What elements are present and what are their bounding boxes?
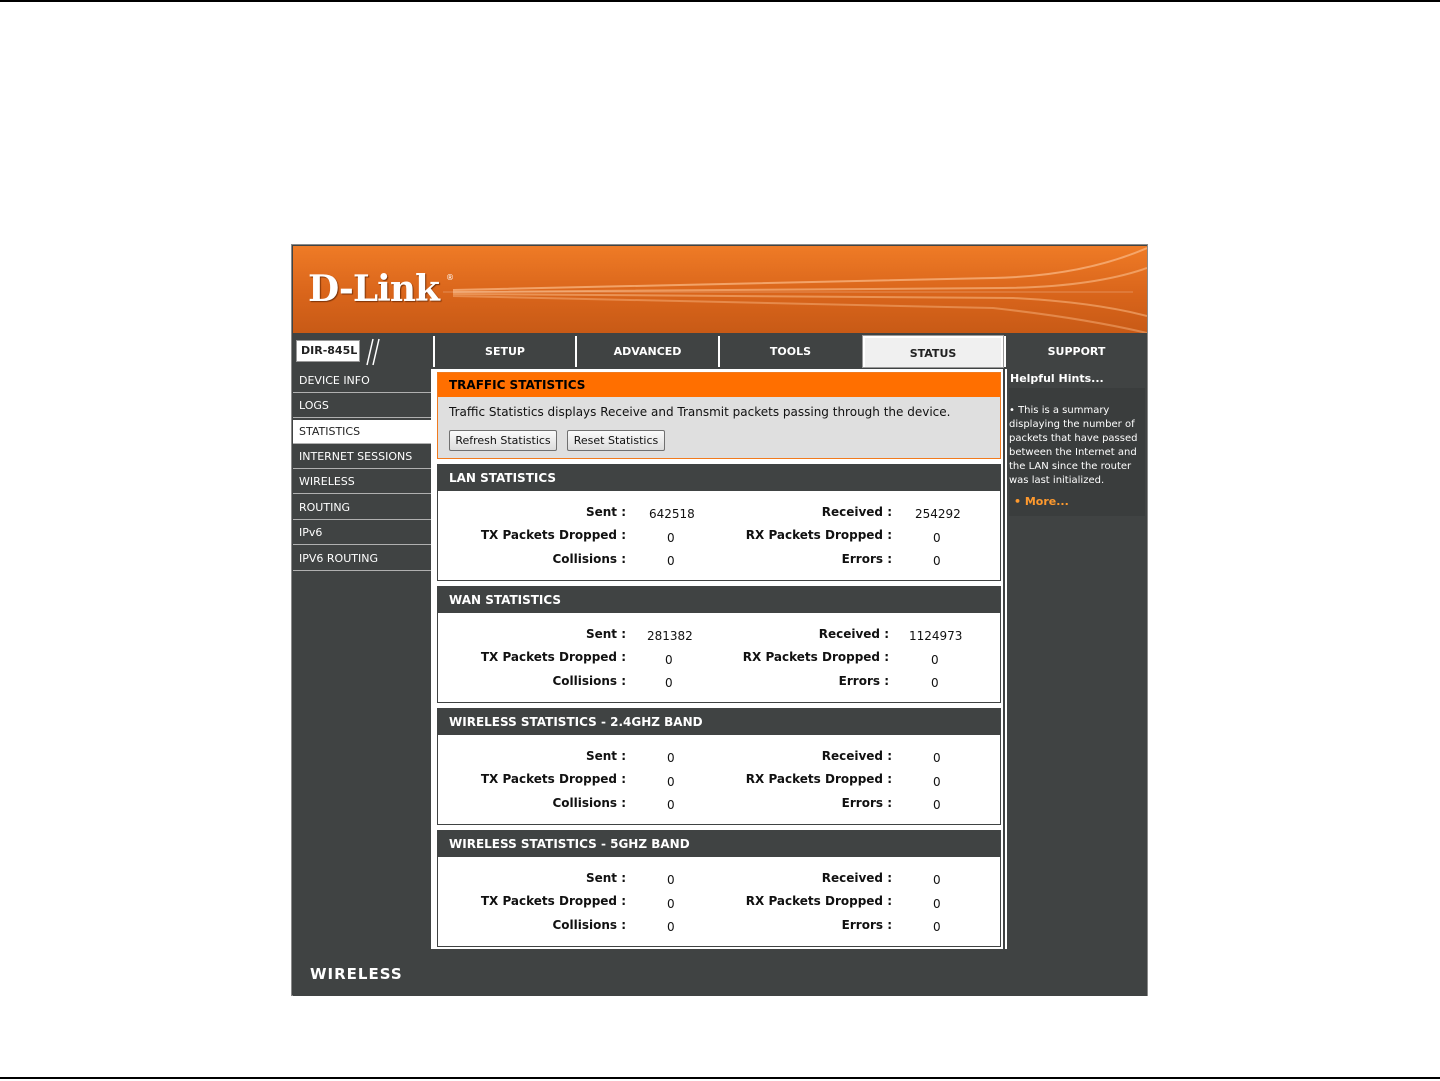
wan-errors-value: 0	[931, 676, 939, 690]
wan-tx-dropped-value: 0	[665, 653, 673, 667]
lan-received-value: 254292	[915, 507, 961, 521]
tab-support[interactable]: SUPPORT	[1004, 336, 1147, 367]
wl5-tx-dropped-value: 0	[667, 897, 675, 911]
wl24-collisions-value: 0	[667, 798, 675, 812]
sidebar-item-logs[interactable]: LOGS	[293, 394, 431, 418]
traffic-statistics-panel	[437, 372, 1001, 459]
slash-divider-icon	[363, 337, 383, 367]
wan-sent-value: 281382	[647, 629, 693, 643]
wl5-collisions-label: Collisions :	[552, 918, 626, 932]
lan-tx-dropped-label: TX Packets Dropped :	[480, 528, 626, 542]
lan-errors-label: Errors :	[841, 552, 892, 566]
wan-sent-label: Sent :	[585, 627, 626, 641]
wl24-rx-dropped-label: RX Packets Dropped :	[745, 772, 892, 786]
sidebar-item-ipv6[interactable]: IPv6	[293, 521, 431, 545]
lan-tx-dropped-value: 0	[667, 531, 675, 545]
router-admin-frame	[291, 244, 1148, 996]
wireless-24ghz-statistics-title: WIRELESS STATISTICS - 2.4GHZ BAND	[438, 709, 1000, 735]
wireless-24ghz-statistics-section	[437, 708, 1001, 825]
sidebar-item-routing[interactable]: ROUTING	[293, 496, 431, 520]
wl24-errors-label: Errors :	[841, 796, 892, 810]
lan-statistics-section	[437, 464, 1001, 581]
helpful-hints-panel	[1005, 369, 1147, 949]
tab-setup[interactable]: SETUP	[433, 336, 575, 367]
more-link[interactable]: • More...	[1014, 495, 1069, 508]
wan-tx-dropped-label: TX Packets Dropped :	[480, 650, 626, 664]
wl5-errors-label: Errors :	[841, 918, 892, 932]
page-bottom-rule	[0, 1077, 1440, 1079]
sidebar-item-statistics[interactable]: STATISTICS	[293, 420, 431, 444]
wl24-tx-dropped-label: TX Packets Dropped :	[480, 772, 626, 786]
lan-errors-value: 0	[933, 554, 941, 568]
sidebar-item-wireless[interactable]: WIRELESS	[293, 470, 431, 494]
wan-received-value: 1124973	[909, 629, 963, 643]
lan-statistics-title: LAN STATISTICS	[438, 465, 1000, 491]
sidebar-item-ipv6-routing[interactable]: IPV6 ROUTING	[293, 547, 431, 571]
wireless-footer-logo: WIRELESS	[310, 965, 403, 983]
wan-collisions-value: 0	[665, 676, 673, 690]
tab-status[interactable]: STATUS	[863, 336, 1003, 367]
lan-collisions-label: Collisions :	[552, 552, 626, 566]
tab-advanced[interactable]: ADVANCED	[575, 336, 718, 367]
wireless-5ghz-statistics-section	[437, 830, 1001, 947]
top-nav-bar	[293, 336, 1147, 367]
wl24-sent-value: 0	[667, 751, 675, 765]
wl5-rx-dropped-value: 0	[933, 897, 941, 911]
model-box	[293, 336, 431, 367]
wl5-received-value: 0	[933, 873, 941, 887]
reset-statistics-button[interactable]: Reset Statistics	[567, 430, 665, 451]
wl5-collisions-value: 0	[667, 920, 675, 934]
refresh-statistics-button[interactable]: Refresh Statistics	[449, 430, 557, 451]
wl24-received-label: Received :	[821, 749, 892, 763]
model-label: DIR-845L	[296, 340, 360, 362]
page-top-rule	[0, 0, 1440, 2]
lan-rx-dropped-label: RX Packets Dropped :	[745, 528, 892, 542]
helpful-hints-title: Helpful Hints...	[1010, 372, 1104, 385]
lan-received-label: Received :	[821, 505, 892, 519]
wl24-errors-value: 0	[933, 798, 941, 812]
traffic-statistics-title: TRAFFIC STATISTICS	[438, 373, 1000, 397]
wan-collisions-label: Collisions :	[552, 674, 626, 688]
wl5-received-label: Received :	[821, 871, 892, 885]
wan-errors-label: Errors :	[838, 674, 889, 688]
wl5-sent-value: 0	[667, 873, 675, 887]
wan-statistics-section	[437, 586, 1001, 703]
wl5-tx-dropped-label: TX Packets Dropped :	[480, 894, 626, 908]
lan-sent-label: Sent :	[585, 505, 626, 519]
tab-tools[interactable]: TOOLS	[718, 336, 861, 367]
wl24-tx-dropped-value: 0	[667, 775, 675, 789]
footer-bar	[293, 951, 1147, 996]
wl24-sent-label: Sent :	[585, 749, 626, 763]
sidebar	[293, 369, 431, 949]
wl24-received-value: 0	[933, 751, 941, 765]
wireless-5ghz-statistics-title: WIRELESS STATISTICS - 5GHZ BAND	[438, 831, 1000, 857]
wan-statistics-title: WAN STATISTICS	[438, 587, 1000, 613]
wan-rx-dropped-label: RX Packets Dropped :	[742, 650, 889, 664]
sidebar-item-device-info[interactable]: DEVICE INFO	[293, 369, 431, 393]
sidebar-item-internet-sessions[interactable]: INTERNET SESSIONS	[293, 445, 431, 469]
helpful-hints-text: • This is a summary displaying the number of packets that have passed between the Internet and the LAN since the router was last initialized.	[1009, 405, 1138, 486]
lan-collisions-value: 0	[667, 554, 675, 568]
main-content	[431, 369, 1003, 949]
wan-received-label: Received :	[818, 627, 889, 641]
dlink-logo: D-Link	[308, 268, 439, 310]
wl24-collisions-label: Collisions :	[552, 796, 626, 810]
lan-rx-dropped-value: 0	[933, 531, 941, 545]
wl24-rx-dropped-value: 0	[933, 775, 941, 789]
wl5-errors-value: 0	[933, 920, 941, 934]
lan-sent-value: 642518	[649, 507, 695, 521]
wl5-sent-label: Sent :	[585, 871, 626, 885]
wl5-rx-dropped-label: RX Packets Dropped :	[745, 894, 892, 908]
traffic-statistics-description: Traffic Statistics displays Receive and Transmit packets passing through the device.	[449, 405, 951, 419]
wan-rx-dropped-value: 0	[931, 653, 939, 667]
brand-banner	[293, 246, 1147, 333]
registered-mark: ®	[446, 273, 454, 282]
